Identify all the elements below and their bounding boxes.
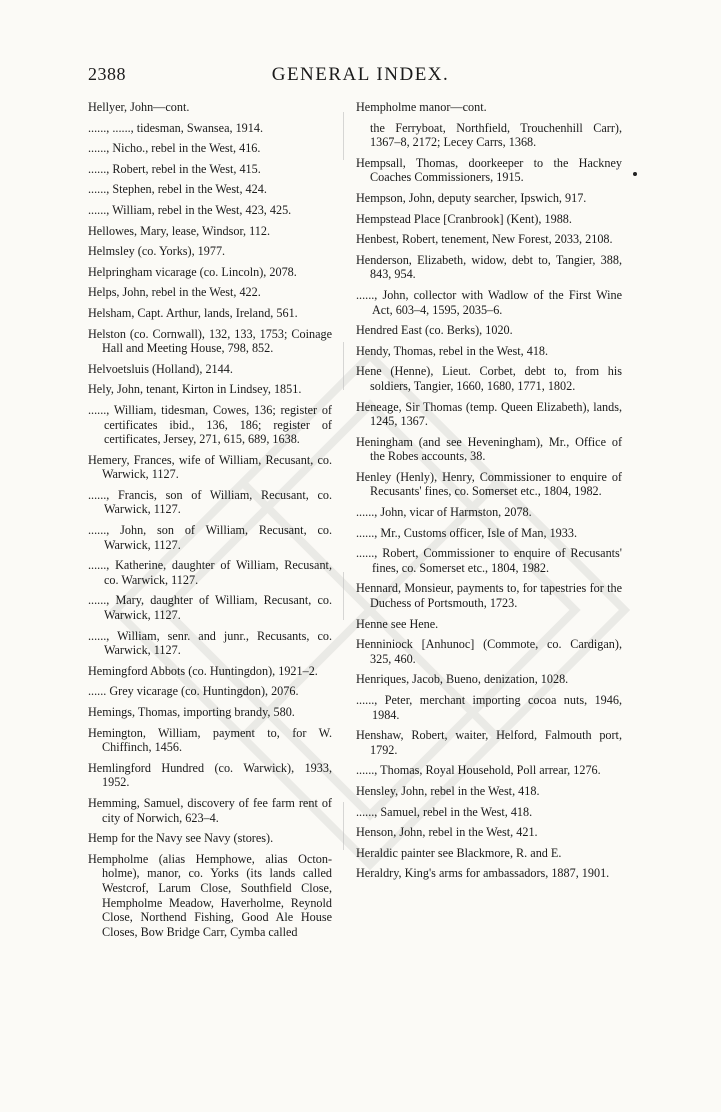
index-entry: Henson, John, rebel in the West, 421. <box>356 825 538 840</box>
index-subentry: ......, John, vicar of Harmston, 2078. <box>356 505 532 520</box>
index-entry: Henley (Henly), Henry, Commissioner to enquire of Recusants' fines, co. Somerset etc., 1804, 1982. <box>356 469 622 499</box>
index-entry: Hemlingford Hundred (co. Warwick), 1933, 1952. <box>88 760 332 790</box>
index-entry: Hempson, John, deputy searcher, Ipswich, 917. <box>356 190 587 205</box>
index-subentry: ......, Samuel, rebel in the West, 418. <box>356 804 533 819</box>
index-entry: Helsham, Capt. Arthur, lands, Ireland, 561. <box>88 305 298 320</box>
index-entry: Hemingford Abbots (co. Huntingdon), 1921–2. <box>88 663 318 678</box>
index-entry: Helpringham vicarage (co. Lincoln), 2078. <box>88 264 297 279</box>
index-subentry: ......, William, rebel in the West, 423, 425. <box>88 202 292 217</box>
page-number: 2388 <box>88 64 126 84</box>
index-entry: Henniniock [Anhunoc] (Commote, co. Cardigan), 325, 460. <box>356 637 622 666</box>
index-subentry: ...... Grey vicarage (co. Huntingdon), 2076. <box>88 684 299 699</box>
index-subentry: ......, Robert, rebel in the West, 415. <box>88 161 261 176</box>
continuation-heading: Hempholme manor—cont. <box>356 100 487 114</box>
right-column <box>356 100 622 887</box>
running-head: GENERAL INDEX. <box>271 64 450 85</box>
print-speck <box>633 172 637 176</box>
continuation-heading: Hellyer, John—cont. <box>88 100 190 114</box>
index-subentry: ......, John, son of William, Recusant, co. Warwick, 1127. <box>88 523 332 552</box>
left-column <box>88 100 332 945</box>
index-entry: Helps, John, rebel in the West, 422. <box>88 285 261 300</box>
index-subentry: ......, Stephen, rebel in the West, 424. <box>88 182 267 197</box>
index-entry: Heraldry, King's arms for ambassadors, 1887, 1901. <box>356 866 610 881</box>
index-entry: Henbest, Robert, tenement, New Forest, 2033, 2108. <box>356 232 613 247</box>
index-subentry: ......, Katherine, daughter of William, Recusant, co. Warwick, 1127. <box>88 558 332 587</box>
index-entry: Helston (co. Cornwall), 132, 133, 1753; Coinage Hall and Meeting House, 798, 852. <box>88 326 332 356</box>
page-header <box>88 64 633 92</box>
index-entry: Henne see Hene. <box>356 616 439 631</box>
index-entry: Hempstead Place [Cranbrook] (Kent), 1988. <box>356 211 572 226</box>
index-entry: Hennard, Monsieur, payments to, for tapestries for the Duchess of Portsmouth, 1723. <box>356 581 622 611</box>
index-entry: Hemings, Thomas, importing brandy, 580. <box>88 705 295 719</box>
index-subentry: ......, Francis, son of William, Recusant, co. Warwick, 1127. <box>88 487 332 517</box>
index-entry: Helmsley (co. Yorks), 1977. <box>88 244 226 259</box>
index-subentry: ......, Mary, daughter of William, Recusant, co. Warwick, 1127. <box>88 593 332 623</box>
index-entry: Hemery, Frances, wife of William, Recusant, co. Warwick, 1127. <box>88 452 332 482</box>
index-entry: Henriques, Jacob, Bueno, denization, 1028. <box>356 672 569 687</box>
index-entry: Henderson, Elizabeth, widow, debt to, Tangier, 388, 843, 954. <box>356 252 622 282</box>
index-entry: Hemington, William, payment to, for W. Chiffinch, 1456. <box>88 725 332 755</box>
index-entry: Hemming, Samuel, discovery of fee farm rent of city of Norwich, 623–4. <box>88 795 332 825</box>
index-subentry: ......, Robert, Commissioner to enquire of Recusants' fines, co. Somerset etc., 1804, 1982. <box>356 546 622 575</box>
index-entry: Heraldic painter see Blackmore, R. and E. <box>356 845 562 860</box>
index-entry: Hely, John, tenant, Kirton in Lindsey, 1851. <box>88 382 302 397</box>
index-entry: Hendy, Thomas, rebel in the West, 418. <box>356 343 549 358</box>
index-entry: Heningham (and see Heveningham), Mr., Office of the Robes accounts, 38. <box>356 434 622 464</box>
index-entry: Hendred East (co. Berks), 1020. <box>356 323 513 338</box>
index-subentry: ......, ......, tidesman, Swansea, 1914. <box>88 120 264 135</box>
index-entry: Hellowes, Mary, lease, Windsor, 112. <box>88 223 271 238</box>
index-entry: Heneage, Sir Thomas (temp. Queen Elizabeth), lands, 1245, 1367. <box>356 399 622 429</box>
index-entry: Hempholme (alias Hemphowe, alias Octon-holme), manor, co. Yorks (its lands called Westcrof, Larum Close, Southfield Close, Hempholme Meadow, Haverholme, Reynold Close, Northend Fishing, Good Ale House Closes, Bow Bridge Carr, Cymba called <box>88 851 332 939</box>
index-entry: Helvoetsluis (Holland), 2144. <box>88 361 233 376</box>
index-entry: Hempsall, Thomas, doorkeeper to the Hackney Coaches Commissioners, 1915. <box>356 155 622 185</box>
index-subentry: ......, Peter, merchant importing cocoa nuts, 1946, 1984. <box>356 693 622 722</box>
column-divider <box>343 112 344 1012</box>
index-entry: Hemp for the Navy see Navy (stores). <box>88 831 274 846</box>
index-subentry: ......, John, collector with Wadlow of the First Wine Act, 603–4, 1595, 2035–6. <box>356 287 622 317</box>
index-subentry: ......, Thomas, Royal Household, Poll arrear, 1276. <box>356 763 601 778</box>
index-entry: Henshaw, Robert, waiter, Helford, Falmouth port, 1792. <box>356 728 622 757</box>
index-subentry: ......, William, tidesman, Cowes, 136; register of certificates ibid., 136, 186; register of certificates, Jersey, 271, 615, 689, 1638. <box>88 402 332 447</box>
index-entry: Hene (Henne), Lieut. Corbet, debt to, from his soldiers, Tangier, 1660, 1680, 1771, 1802. <box>356 364 622 393</box>
index-entry: Hensley, John, rebel in the West, 418. <box>356 783 540 798</box>
index-subentry: ......, William, senr. and junr., Recusants, co. Warwick, 1127. <box>88 628 332 658</box>
index-entry: the Ferryboat, Northfield, Trouchenhill Carr), 1367–8, 2172; Lecey Carrs, 1368. <box>370 120 622 150</box>
index-subentry: ......, Nicho., rebel in the West, 416. <box>88 141 261 156</box>
index-subentry: ......, Mr., Customs officer, Isle of Man, 1933. <box>356 525 578 540</box>
